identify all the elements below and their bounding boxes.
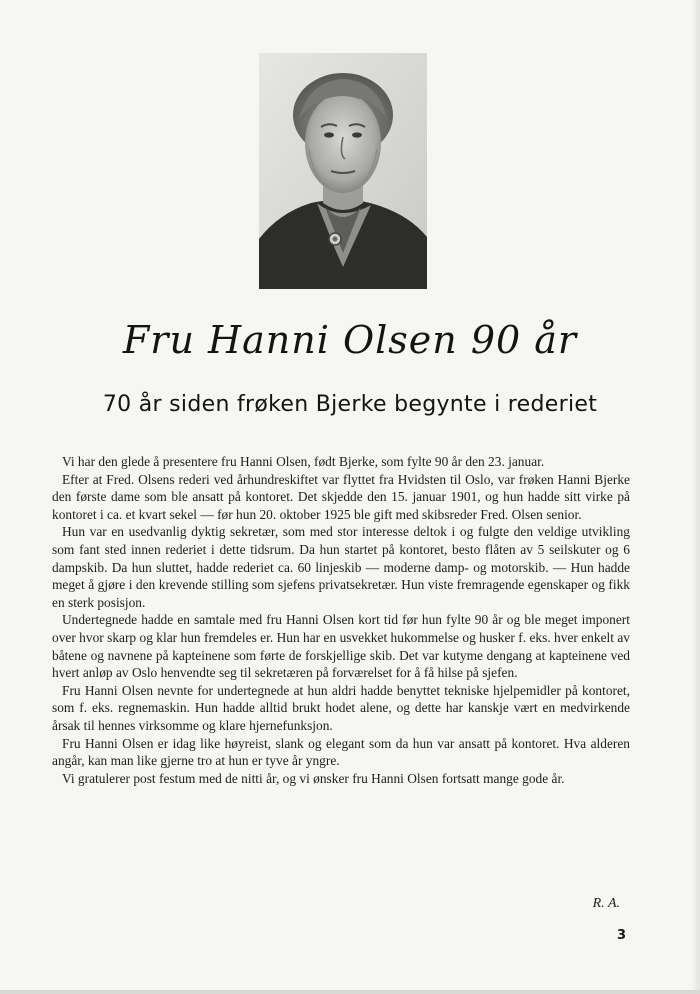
paragraph: Hun var en usedvanlig dyktig sekretær, som med stor interesse deltok i og fulgte den veldige utvikling som fant sted innen rederiet i dette tidsrum. Da hun startet på kontoret, besto flåten av 5 seilskuter og 6 dampskib. Da hun sluttet, hadde rederiet ca. 60 linjeskib — moderne damp- og motorskib. — Hun hadde meget å gjøre i den krevende stilling som sjefens privatsekretær. Hun viste fremragende egenskaper og fikk en sterk posisjon. bbox=[52, 524, 630, 610]
article-subtitle: 70 år siden frøken Bjerke begynte i rederiet bbox=[102, 392, 598, 417]
portrait-photo bbox=[259, 53, 427, 289]
paragraph: Efter at Fred. Olsens rederi ved århundreskiftet var flyttet fra Hvidsten til Oslo, var frøken Hanni Bjerke den første dame som ble ansatt på kontoret. Det skjedde den 15. januar 1901, og hun hadde sitt virke på kontoret i ca. et kvart sekel — før hun 20. oktober 1925 ble gift med skibsreder Fred. Olsen senior. bbox=[52, 471, 630, 522]
paragraph: Fru Hanni Olsen er idag like høyreist, slank og elegant som da hun var ansatt på kontoret. Hva alderen angår, kan man like gjerne tro at hun er tyve år yngre. bbox=[52, 735, 630, 769]
paragraph: Vi har den glede å presentere fru Hanni Olsen, født Bjerke, som fylte 90 år den 23. januar. bbox=[62, 454, 545, 469]
article-body bbox=[52, 453, 630, 787]
page-bottom-edge bbox=[0, 990, 700, 994]
paragraph: Vi gratulerer post festum med de nitti år, og vi ønsker fru Hanni Olsen fortsatt mange gode år. bbox=[62, 770, 565, 786]
paragraph: Fru Hanni Olsen nevnte for undertegnede at hun aldri hadde benyttet tekniske hjelpemidler på kontoret, som f. eks. regnemaskin. Hun hadde alltid brukt hodet alene, og dette har kanskje vært en medvirkende årsak til hennes virksomme og klare hjernefunksjon. bbox=[52, 682, 630, 733]
author-signature: R. A. bbox=[592, 896, 620, 911]
page-edge bbox=[692, 0, 700, 994]
paragraph: Undertegnede hadde en samtale med fru Hanni Olsen kort tid før hun fylte 90 år og ble meget imponert over hvor skarp og klar hun fremdeles er. Hun har en usvekket hukommelse og husker f. eks. hver enkelt av båtene og navnene på kapteinene som førte de forskjellige skib. Det var kutyme dengang at kapteinene ved hvert anløp av Oslo henvendte seg til sekretæren på forværelset for å få hilse på sjefen. bbox=[52, 612, 630, 681]
article-title: Fru Hanni Olsen 90 år bbox=[122, 318, 578, 362]
page-number: 3 bbox=[616, 928, 626, 943]
